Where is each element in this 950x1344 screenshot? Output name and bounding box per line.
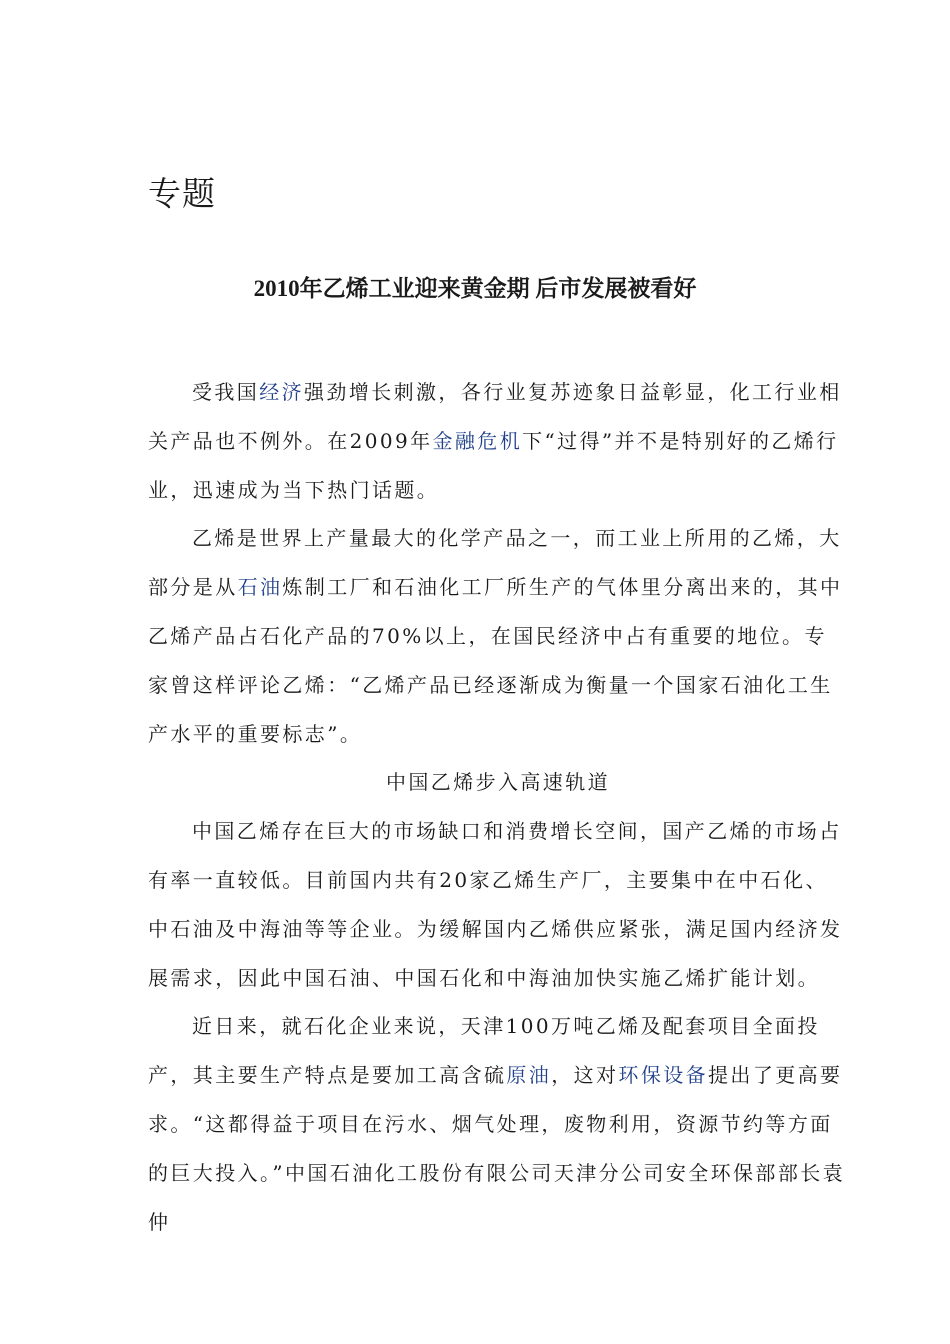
paragraph-4-text-b: ，这对	[551, 1063, 619, 1088]
link-environmental-equipment[interactable]: 环保设备	[618, 1063, 709, 1088]
link-financial-crisis[interactable]: 金融危机	[432, 428, 523, 453]
paragraph-2	[148, 514, 848, 758]
paragraph-4-text-a: 近日来，就石化企业来说，天津100万吨乙烯及配套项目全面投产，其主要生产特点是要加工高含硫	[148, 1014, 820, 1088]
article-title: 2010年乙烯工业迎来黄金期 后市发展被看好	[253, 276, 697, 301]
link-crude-oil[interactable]: 原油	[506, 1063, 552, 1088]
paragraph-1-text-c: 下“过得”并不是特别好的乙烯行业，迅速成为当下热门话题。	[148, 428, 839, 502]
paragraph-4	[148, 1002, 848, 1246]
paragraph-1-text-a: 受我国	[192, 380, 260, 404]
section-label: 专题	[148, 174, 216, 213]
article-body	[148, 368, 848, 1246]
paragraph-1-text-b: 强劲增长刺激，各行业复苏迹象日益彰显，化工行业相关产品也不例外。在2009年	[148, 380, 842, 453]
paragraph-2-text-b: 炼制工厂和石油化工厂所生产的气体里分离出来的，其中乙烯产品占石化产品的70%以上，在国民经济中占有重要的地位。专家曾这样评论乙烯：“乙烯产品已经逐渐成为衡量一个国家石油化工生产水平的重要标志”。	[148, 575, 843, 746]
paragraph-4-text-c: 提出了更高要求。“这都得益于项目在污水、烟气处理，废物利用，资源节约等方面的巨大投入。”中国石油化工股份有限公司天津分公司安全环保部部长袁仲	[148, 1063, 846, 1234]
paragraph-3: 中国乙烯存在巨大的市场缺口和消费增长空间，国产乙烯的市场占有率一直较低。目前国内共有20家乙烯生产厂，主要集中在中石化、中石油及中海油等等企业。为缓解国内乙烯供应紧张，满足国内经济发展需求，因此中国石油、中国石化和中海油加快实施乙烯扩能计划。	[148, 819, 843, 990]
link-economy[interactable]: 经济	[259, 380, 305, 404]
paragraph-2-text-a: 乙烯是世界上产量最大的化学产品之一，而工业上所用的乙烯，大部分是从	[148, 526, 842, 600]
subheading: 中国乙烯步入高速轨道	[386, 770, 610, 795]
link-petroleum[interactable]: 石油	[237, 575, 283, 600]
paragraph-1	[148, 368, 848, 514]
